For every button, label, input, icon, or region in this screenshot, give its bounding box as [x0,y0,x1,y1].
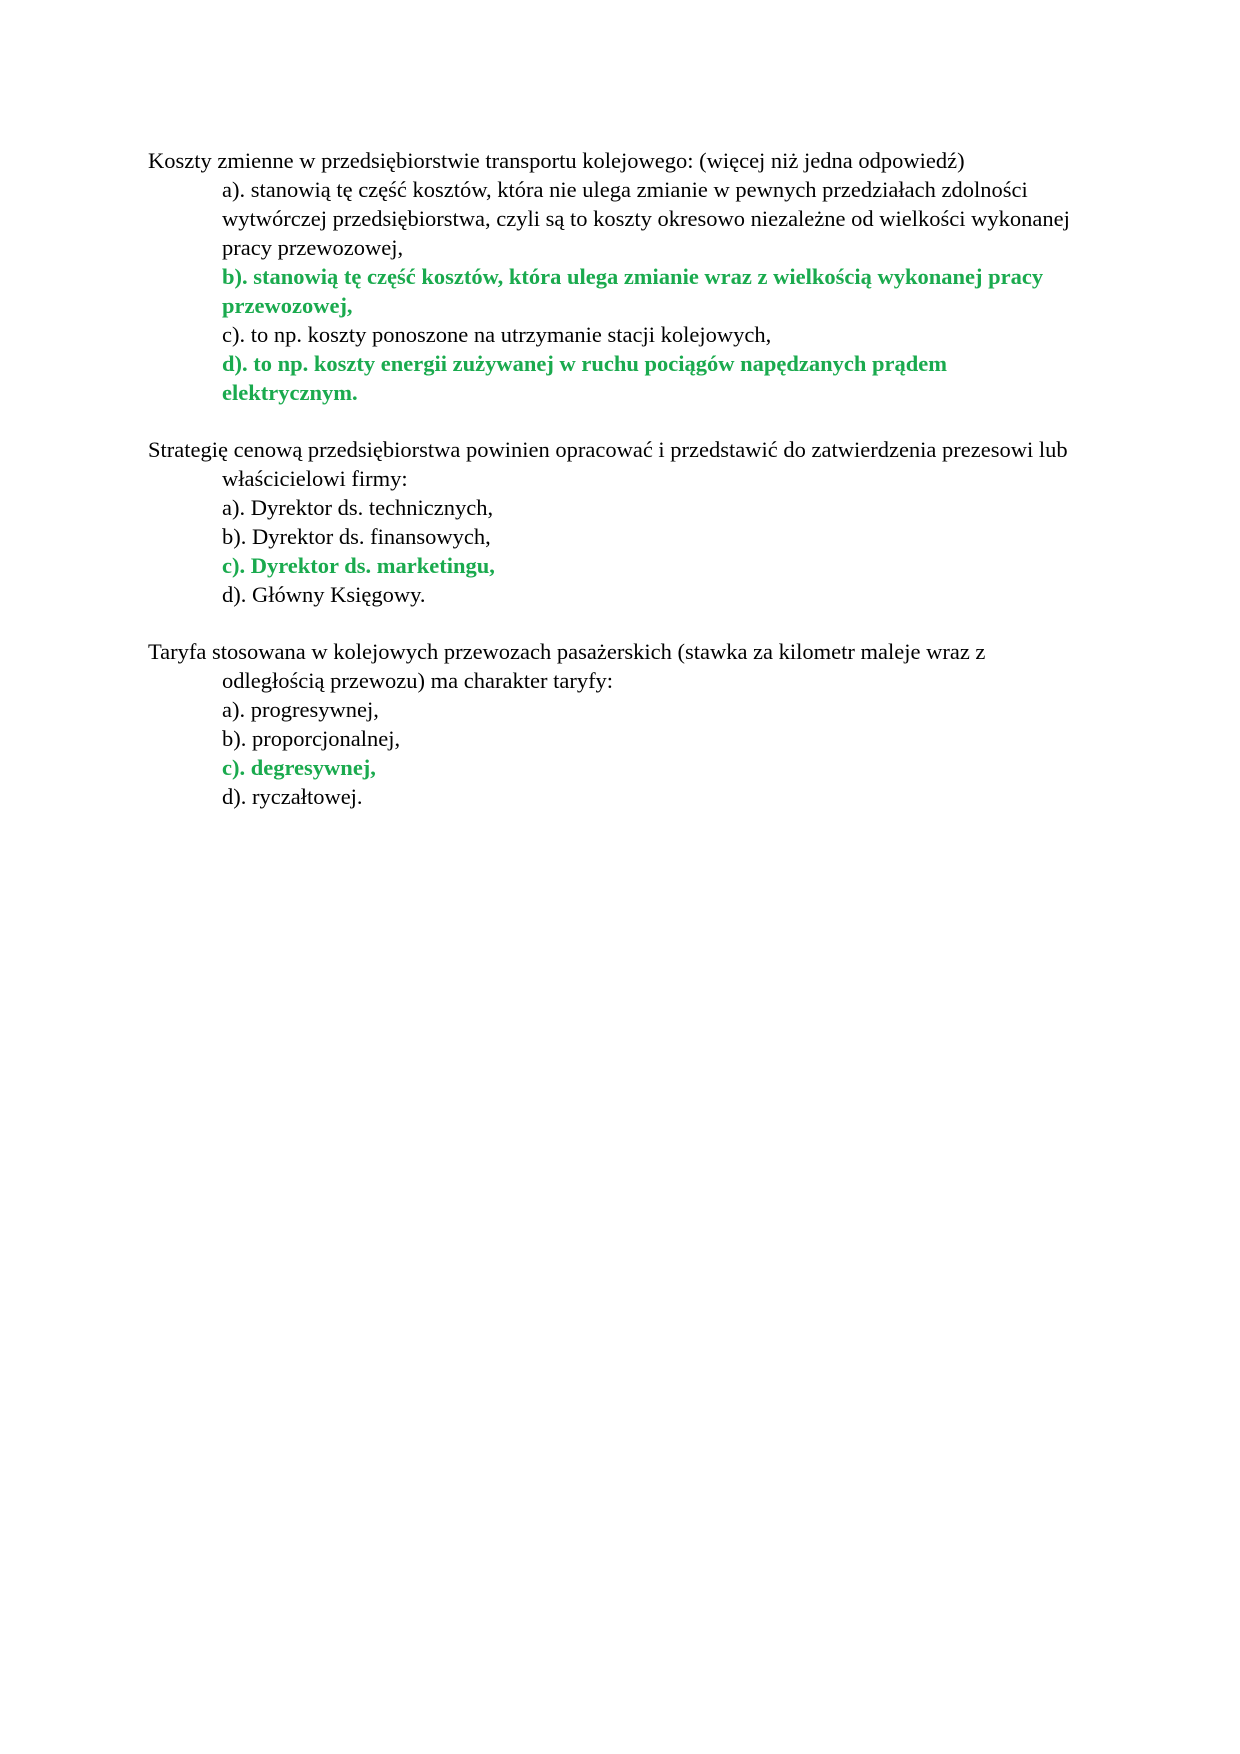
answer-options [148,493,1088,609]
answer-option-a: a). stanowią tę część kosztów, która nie ulega zmianie w pewnych przedziałach zdolności wytwórczej przedsiębiorstwa, czyli są to koszty okresowo niezależne od wielkości wykonanej pracy przewozowej, [222,177,1070,260]
question-text: Koszty zmienne w przedsiębiorstwie transportu kolejowego: (więcej niż jedna odpowiedź) [148,148,965,173]
answer-option-a: a). progresywnej, [222,697,379,722]
answer-option-d: d). ryczałtowej. [222,784,363,809]
answer-options [148,175,1088,407]
answer-option-b-correct: b). stanowią tę część kosztów, która ulega zmianie wraz z wielkością wykonanej pracy przewozowej, [222,264,1044,318]
question-text: Taryfa stosowana w kolejowych przewozach pasażerskich (stawka za kilometr maleje wraz z odległością przewozu) ma charakter taryfy: [148,639,986,693]
answer-option-a: a). Dyrektor ds. technicznych, [222,495,494,520]
answer-option-d: d). Główny Księgowy. [222,582,426,607]
answer-option-c: c). to np. koszty ponoszone na utrzymanie stacji kolejowych, [222,322,772,347]
answer-option-b: b). proporcjonalnej, [222,726,401,751]
question-3 [148,637,1088,811]
document-page [148,146,1088,839]
question-2 [148,435,1088,609]
answer-options [148,695,1088,811]
answer-option-b: b). Dyrektor ds. finansowych, [222,524,491,549]
question-1 [148,146,1088,407]
answer-option-c-correct: c). degresywnej, [222,755,376,780]
answer-option-d-correct: d). to np. koszty energii zużywanej w ruchu pociągów napędzanych prądem elektrycznym. [222,351,948,405]
answer-option-c-correct: c). Dyrektor ds. marketingu, [222,553,495,578]
question-text: Strategię cenową przedsiębiorstwa powinien opracować i przedstawić do zatwierdzenia prezesowi lub właścicielowi firmy: [148,437,1068,491]
